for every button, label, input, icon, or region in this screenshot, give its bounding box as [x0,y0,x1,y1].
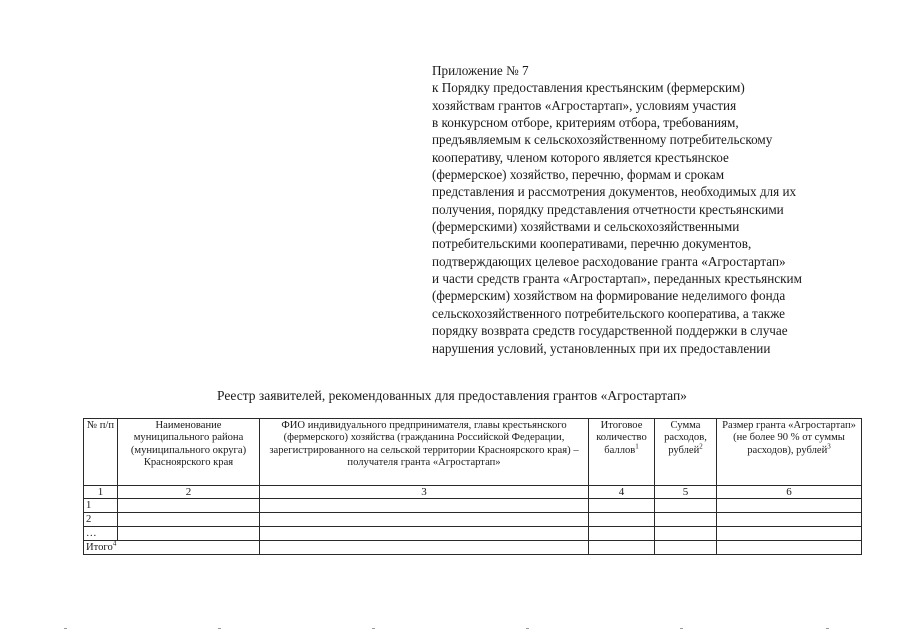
column-number: 1 [84,486,118,499]
footnote-mark: 2 [699,442,703,451]
total-row [84,541,862,555]
table-cell [589,513,655,527]
table-cell [260,527,589,541]
table-cell [260,513,589,527]
table-cell [118,513,260,527]
appendix-line: подтверждающих целевое расходование гранта «Агростартап» [432,253,786,269]
appendix-line: и части средств гранта «Агростартап», переданных крестьянским [432,271,802,287]
row-number: … [84,527,118,541]
table-row [84,499,862,513]
table-cell [655,513,717,527]
table-cell [589,541,655,555]
table-cell [118,499,260,513]
table-header-row [84,419,862,486]
appendix-line: (фермерскими) хозяйствами и сельскохозяйственными [432,219,740,235]
row-number: 2 [84,513,118,527]
appendix-line: потребительскими кооперативами, перечню документов, [432,236,752,252]
column-number: 2 [118,486,260,499]
column-number: 5 [655,486,717,499]
column-number: 3 [260,486,589,499]
table-cell [717,513,862,527]
table-cell [260,499,589,513]
appendix-line: в конкурсном отборе, критериям отбора, требованиям, [432,115,739,131]
column-number-row [84,486,862,499]
table-cell [589,527,655,541]
row-number: 1 [84,499,118,513]
appendix-line: (фермерским) хозяйством на формирование неделимого фонда [432,288,786,304]
table-cell [717,541,862,555]
table-cell [589,499,655,513]
appendix-line: (фермерское) хозяйство, перечню, формам и срокам [432,167,725,183]
column-number: 6 [717,486,862,499]
footnote-mark: 1 [635,442,639,451]
header-expenses-label: Сумма расходов, рублей [664,420,707,456]
registry-table [83,418,862,555]
table-cell [118,527,260,541]
appendix-header [432,62,892,357]
appendix-line: сельскохозяйственного потребительского кооператива, а также [432,305,786,321]
footnote-mark: 4 [112,539,117,548]
total-label: Итого [86,542,113,553]
scan-edge-marks [0,628,904,634]
appendix-line: к Порядку предоставления крестьянским (фермерским) [432,80,745,96]
header-score-label: Итоговое количество баллов [596,420,647,456]
appendix-line: представления и рассмотрения документов, необходимых для их [432,184,797,200]
appendix-line: кооперативу, членом которого является крестьянское [432,149,729,165]
appendix-line: Приложение № 7 [432,63,529,78]
total-label-cell [84,541,260,555]
header-score [589,419,655,486]
table-row [84,513,862,527]
table-cell [717,499,862,513]
appendix-line: получения, порядку представления отчетности крестьянскими [432,201,784,217]
registry-title: Реестр заявителей, рекомендованных для предоставления грантов «Агростартап» [217,388,687,403]
column-number: 4 [589,486,655,499]
appendix-line: нарушения условий, установленных при их предоставлении [432,340,771,356]
header-expenses [655,419,717,486]
table-cell [655,541,717,555]
appendix-line: предъявляемым к сельскохозяйственному потребительскому [432,132,773,148]
table-row [84,527,862,541]
header-grant-size [717,419,862,486]
header-grant-size-label: Размер гранта «Агростартап» (не более 90 % от суммы расходов), рублей [722,420,856,456]
table-cell [717,527,862,541]
appendix-line: хозяйствам грантов «Агростартап», условиям участия [432,97,737,113]
appendix-line: порядку возврата средств государственной поддержки в случае [432,323,788,339]
table-cell [655,527,717,541]
footnote-mark: 3 [827,442,831,451]
header-district: Наименование муниципального района (муниципального округа) Красноярского края [118,419,260,486]
table-cell [655,499,717,513]
table-cell [260,541,589,555]
header-number: № п/п [84,419,118,486]
header-recipient: ФИО индивидуального предпринимателя, главы крестьянского (фермерского) хозяйства (гражданина Российской Федерации, зарегистрированного на сельской территории Красноярского края) – получателя гранта «Агростартап» [260,419,589,486]
